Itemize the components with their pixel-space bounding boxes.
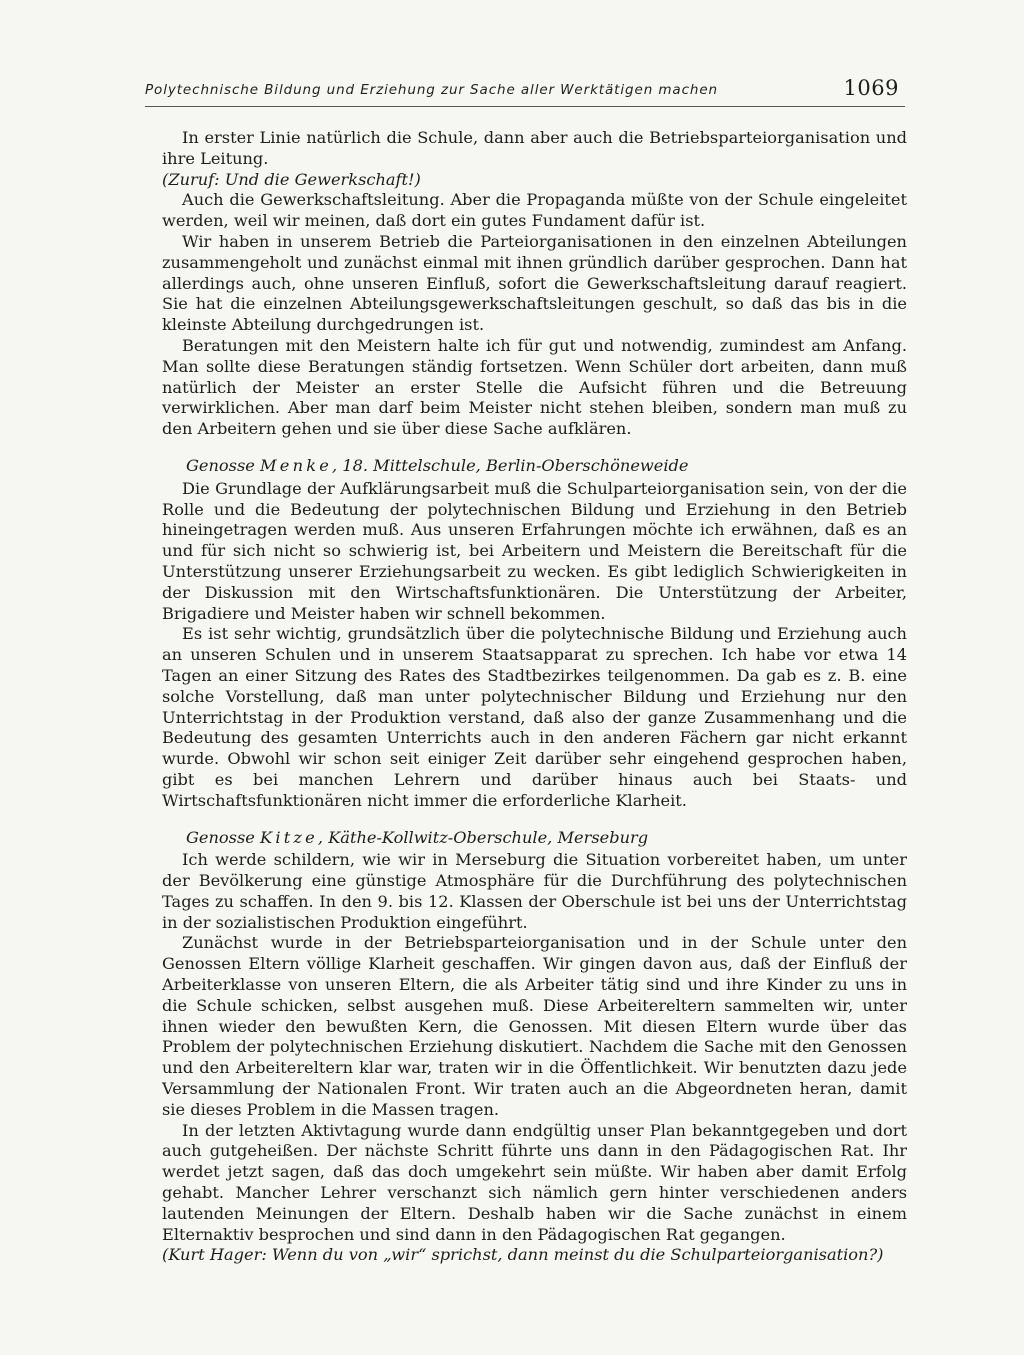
running-header [145, 76, 905, 107]
paragraph: Zunächst wurde in der Betriebsparteiorganisation und in der Schule unter den Genossen Eltern völlige Klarheit geschaffen. Wir gingen davon aus, daß der Einfluß der Arbeiterklasse von unseren Eltern, die als Arbeiter tätig sind und ihre Kinder zu uns in die Schule schicken, selbst ausgehen muß. Diese Arbeitereltern sammelten wir, unter ihnen wieder den bewußten Kern, die Genossen. Mit diesen Eltern wurde über das Problem der polytechnischen Erziehung diskutiert. Nachdem die Sache mit den Genossen und den Arbeitereltern klar war, traten wir in die Öffentlichkeit. Wir benutzten dazu jede Versammlung der Nationalen Front. Wir traten auch an die Abgeordneten heran, damit sie dieses Problem in die Massen tragen. [162, 933, 907, 1119]
interjection: (Kurt Hager: Wenn du von „wir“ sprichst, dann meinst du die Schulparteiorganisation?) [162, 1245, 884, 1265]
paragraph: Ich werde schildern, wie wir in Merseburg die Situation vorbereitet haben, um unter der Bevölkerung eine günstige Atmosphäre für die Durchführung des polytechnischen Tages zu schaffen. In den 9. bis 12. Klassen der Oberschule ist bei uns der Unterrichtstag in der sozialistischen Produktion eingeführt. [162, 850, 907, 932]
speaker-name: Kitze [260, 827, 318, 847]
speaker-heading [186, 828, 907, 849]
speaker-affiliation: , Käthe-Kollwitz-Oberschule, Merseburg [317, 827, 649, 847]
paragraph: Auch die Gewerkschaftsleitung. Aber die Propaganda müßte von der Schule eingeleitet werden, weil wir meinen, daß dort ein gutes Fundament dafür ist. [162, 190, 907, 231]
paragraph: In der letzten Aktivtagung wurde dann endgültig unser Plan bekanntgegeben und dort auch gutgeheißen. Der nächste Schritt führte uns dann in den Pädagogischen Rat. Ihr werdet jetzt sagen, daß das doch umgekehrt sein müßte. Wir haben aber damit Erfolg gehabt. Mancher Lehrer verschanzt sich nämlich gern hinter verschiedenen anders lautenden Meinungen der Eltern. Deshalb haben wir die Sache zunächst in einem Elternaktiv besprochen und sind dann in den Pädagogischen Rat gegangen. [162, 1120, 907, 1244]
paragraph: Die Grundlage der Aufklärungsarbeit muß die Schulparteiorganisation sein, von der die Rolle und die Bedeutung der polytechnischen Bildung und Erziehung in den Betrieb hineingetragen werden muß. Aus unseren Erfahrungen möchte ich erwähnen, daß es an und für sich nicht so schwierig ist, bei Arbeitern und Meistern die Bereitschaft für die Unterstützung unserer Erziehungsarbeit zu wecken. Es gibt lediglich Schwierigkeiten in der Diskussion mit den Wirtschaftsfunktionären. Die Unterstützung der Arbeiter, Brigadiere und Meister haben wir schnell bekommen. [162, 478, 907, 623]
page-number: 1069 [843, 76, 899, 100]
speaker-prefix: Genosse [186, 827, 261, 847]
speaker-heading [186, 456, 907, 477]
speaker-name: Menke [260, 455, 332, 475]
text-body [162, 128, 907, 1266]
interjection: (Zuruf: Und die Gewerkschaft!) [162, 169, 421, 189]
speaker-prefix: Genosse [186, 455, 261, 475]
running-title: Polytechnische Bildung und Erziehung zur Sache aller Werktätigen machen [145, 82, 719, 98]
paragraph: In erster Linie natürlich die Schule, dann aber auch die Betriebsparteiorganisation und ihre Leitung. [162, 128, 907, 168]
speaker-affiliation: , 18. Mittelschule, Berlin-Oberschöneweide [332, 455, 689, 475]
paragraph: Wir haben in unserem Betrieb die Parteiorganisationen in den einzelnen Abteilungen zusammengeholt und zunächst einmal mit ihnen gründlich darüber gesprochen. Dann hat allerdings auch, ohne unseren Einfluß, sofort die Gewerkschaftsleitung darauf reagiert. Sie hat die einzelnen Abteilungsgewerkschaftsleitungen geschult, so daß das bis in die kleinste Abteilung durchgedrungen ist. [162, 231, 907, 335]
paragraph: Es ist sehr wichtig, grundsätzlich über die polytechnische Bildung und Erziehung auch an unseren Schulen und in unserem Staatsapparat zu sprechen. Ich habe vor etwa 14 Tagen an einer Sitzung des Rates des Stadtbezirkes teilgenommen. Da gab es z. B. eine solche Vorstellung, daß man unter polytechnischer Bildung und Erziehung nur den Unterrichtstag in der Produktion verstand, daß also der ganze Zusammenhang und die Bedeutung des gesamten Unterrichts auch in den anderen Fächern gar nicht erkannt wurde. Obwohl wir schon seit einiger Zeit darüber sehr eingehend gesprochen haben, gibt es bei manchen Lehrern und darüber hinaus auch bei Staats- und Wirtschaftsfunktionären nicht immer die erforderliche Klarheit. [162, 624, 907, 810]
paragraph: Beratungen mit den Meistern halte ich für gut und notwendig, zumindest am Anfang. Man sollte diese Beratungen ständig fortsetzen. Wenn Schüler dort arbeiten, dann muß natürlich der Meister an erster Stelle die Aufsicht führen und die Betreuung verwirklichen. Aber man darf beim Meister nicht stehen bleiben, sondern man muß zu den Arbeitern gehen und sie über diese Sache aufklären. [162, 335, 907, 439]
